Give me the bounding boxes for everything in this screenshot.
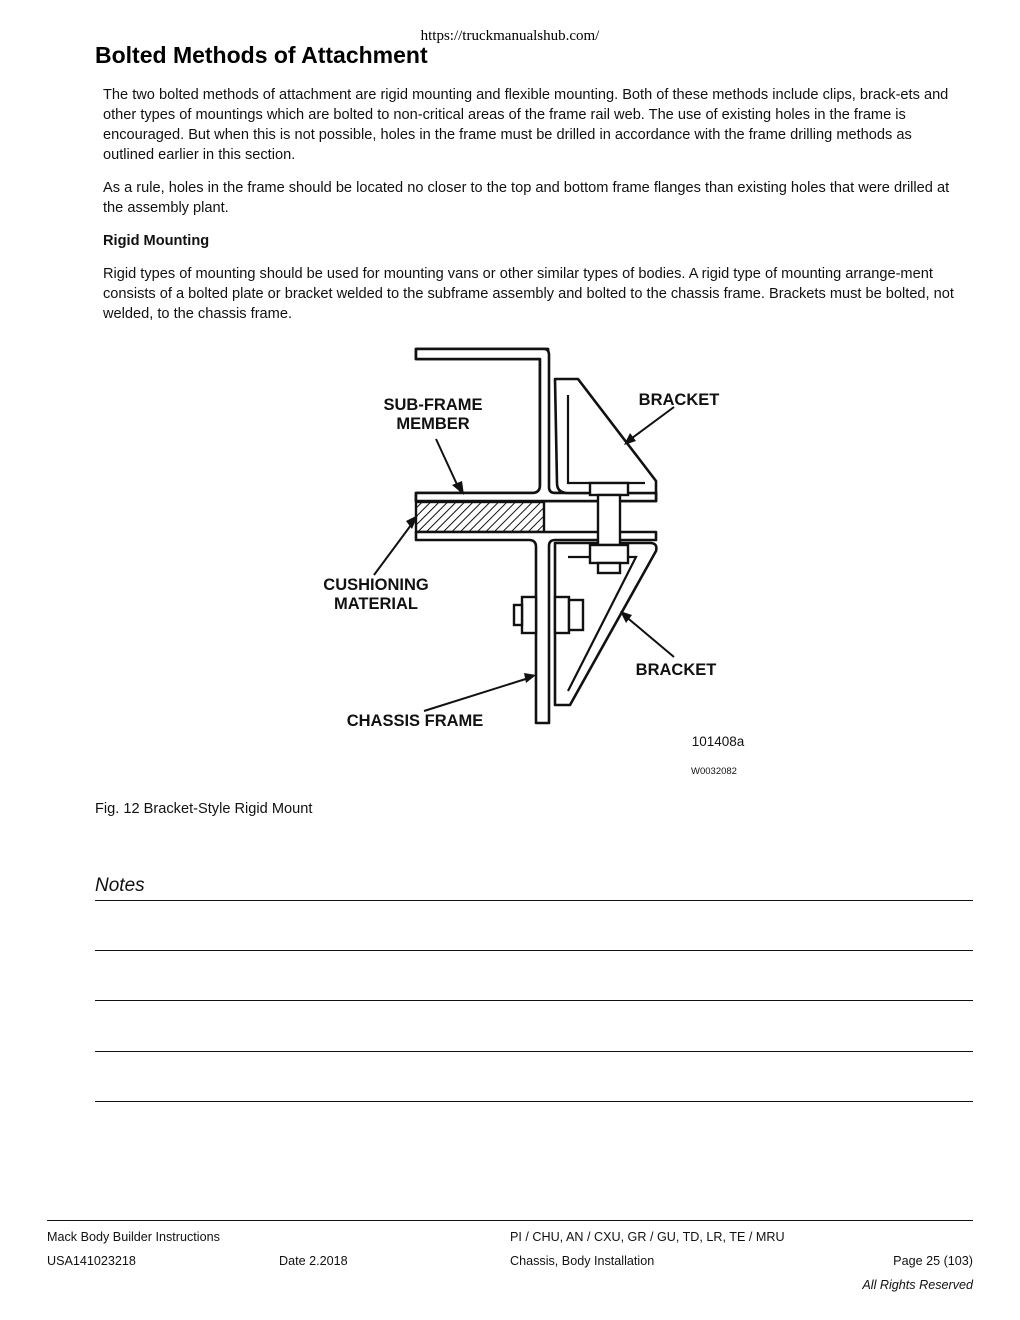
- footer-section: Chassis, Body Installation: [510, 1254, 655, 1268]
- label-material: MATERIAL: [333, 595, 419, 613]
- notes-label: Notes: [95, 875, 145, 896]
- label-sub-frame: SUB-FRAME: [383, 396, 483, 414]
- label-chassis-frame: CHASSIS FRAME: [346, 712, 484, 730]
- source-url[interactable]: https://truckmanualshub.com/: [420, 28, 600, 44]
- footer-rights: All Rights Reserved: [862, 1278, 973, 1292]
- footer-doc-title: Mack Body Builder Instructions: [47, 1230, 220, 1244]
- footer-doc-number: USA141023218: [47, 1254, 136, 1268]
- rigid-mount-diagram: [300, 335, 760, 795]
- page-title: Bolted Methods of Attachment: [95, 42, 428, 68]
- label-cushioning: CUSHIONING: [323, 576, 429, 594]
- drawing-number: 101408a: [691, 734, 745, 749]
- intro-paragraph: The two bolted methods of attachment are rigid mounting and flexible mounting. Both of these methods include clips, brack-ets and other types of mountings which are bolted to non-critical areas of the frame rail web. The use of existing holes in the frame is encouraged. But when this is not possible, holes in the frame must be drilled in accordance with the frame drilling methods as outlined earlier in this section.: [103, 87, 949, 163]
- notes-line[interactable]: [95, 1101, 973, 1102]
- footer-page-number: Page 25 (103): [893, 1254, 973, 1268]
- notes-line[interactable]: [95, 950, 973, 951]
- cushioning-material: [416, 502, 544, 532]
- notes-line[interactable]: [95, 1051, 973, 1052]
- notes-line[interactable]: [95, 1000, 973, 1001]
- footer-divider: [47, 1220, 973, 1221]
- figure-caption: Fig. 12 Bracket-Style Rigid Mount: [95, 801, 313, 817]
- label-bracket-top: BRACKET: [638, 391, 720, 409]
- footer-date: Date 2.2018: [279, 1254, 348, 1268]
- label-bracket-bottom: BRACKET: [635, 661, 717, 679]
- label-member: MEMBER: [396, 415, 470, 433]
- rigid-mounting-paragraph: Rigid types of mounting should be used for mounting vans or other similar types of bodies. A rigid type of mounting arrange-ment consists of a bolted plate or bracket welded to the subframe assembly and bolted to the chassis frame. Brackets must be bolted, not welded, to the chassis frame.: [103, 266, 954, 322]
- notes-line[interactable]: [95, 900, 973, 901]
- hole-location-paragraph: As a rule, holes in the frame should be located no closer to the top and bottom frame flanges than existing holes that were drilled at the assembly plant.: [103, 180, 950, 216]
- footer-models: PI / CHU, AN / CXU, GR / GU, TD, LR, TE / MRU: [510, 1230, 785, 1244]
- figure-id: W0032082: [691, 766, 737, 777]
- rigid-mounting-heading: Rigid Mounting: [103, 233, 210, 249]
